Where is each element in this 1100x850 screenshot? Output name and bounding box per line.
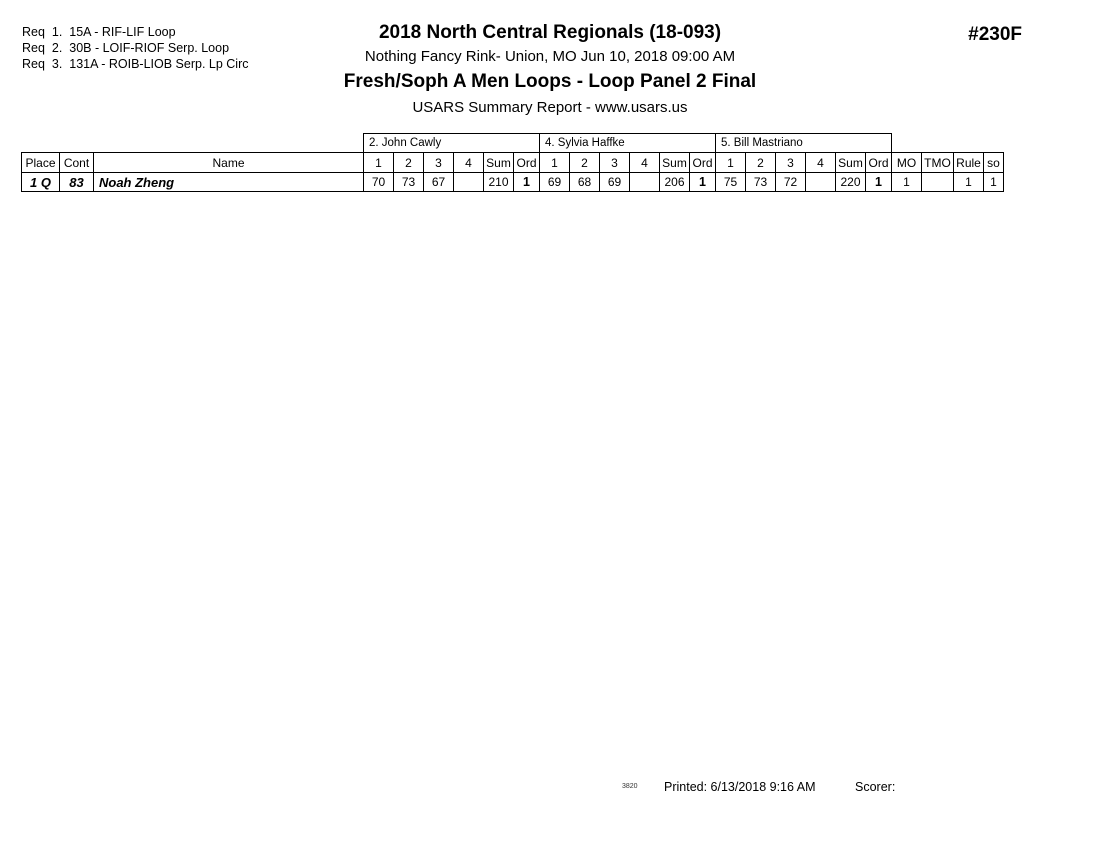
- cell-j3-s1: 75: [716, 173, 746, 192]
- col-j1-sum: Sum: [484, 153, 514, 173]
- report-subtitle: USARS Summary Report - www.usars.us: [412, 99, 688, 116]
- cell-j2-s1: 69: [540, 173, 570, 192]
- cell-name: Noah Zheng: [94, 173, 364, 192]
- event-title: Fresh/Soph A Men Loops - Loop Panel 2 Final: [343, 71, 757, 92]
- cell-rule: 1: [954, 173, 984, 192]
- cell-mo: 1: [892, 173, 922, 192]
- col-j2-s3: 3: [600, 153, 630, 173]
- cell-j1-s2: 73: [394, 173, 424, 192]
- cell-place: 1 Q: [22, 173, 60, 192]
- competition-title: 2018 North Central Regionals (18-093): [378, 22, 722, 43]
- cell-j1-s4: [454, 173, 484, 192]
- col-j3-s1: 1: [716, 153, 746, 173]
- col-j3-sum: Sum: [836, 153, 866, 173]
- cell-j1-ord: 1: [514, 173, 540, 192]
- col-j2-s4: 4: [630, 153, 660, 173]
- judge-label-3: 5. Bill Mastriano: [716, 134, 892, 153]
- footer-code: 3820: [622, 783, 638, 790]
- spacer-cell: [94, 134, 364, 153]
- venue-datetime: Nothing Fancy Rink- Union, MO Jun 10, 2018 09:00 AM: [364, 48, 736, 65]
- results-table: [21, 133, 1004, 192]
- report-header: [0, 22, 1100, 116]
- col-j3-ord: Ord: [866, 153, 892, 173]
- cell-j2-ord: 1: [690, 173, 716, 192]
- column-header-row: [22, 153, 1004, 173]
- col-j2-sum: Sum: [660, 153, 690, 173]
- requirement-line: Req 2. 30B - LOIF-RIOF Serp. Loop: [22, 41, 230, 55]
- event-number: #230F: [968, 24, 1022, 45]
- cell-j1-s3: 67: [424, 173, 454, 192]
- spacer-cell: [954, 134, 984, 153]
- table-row: [22, 173, 1004, 192]
- cell-j2-s4: [630, 173, 660, 192]
- requirement-line: Req 3. 131A - ROIB-LIOB Serp. Lp Circ: [22, 57, 249, 71]
- col-j2-ord: Ord: [690, 153, 716, 173]
- cell-j3-s2: 73: [746, 173, 776, 192]
- judge-label-1: 2. John Cawly: [364, 134, 540, 153]
- col-j1-s2: 2: [394, 153, 424, 173]
- spacer-cell: [984, 134, 1004, 153]
- col-j3-s2: 2: [746, 153, 776, 173]
- cell-j3-sum: 220: [836, 173, 866, 192]
- spacer-cell: [22, 134, 60, 153]
- col-j2-s2: 2: [570, 153, 600, 173]
- cell-j1-sum: 210: [484, 173, 514, 192]
- col-j3-s4: 4: [806, 153, 836, 173]
- cell-tmo: [922, 173, 954, 192]
- col-mo: MO: [892, 153, 922, 173]
- col-tmo: TMO: [922, 153, 954, 173]
- col-name: Name: [94, 153, 364, 173]
- col-j2-s1: 1: [540, 153, 570, 173]
- cell-j2-sum: 206: [660, 173, 690, 192]
- col-j1-ord: Ord: [514, 153, 540, 173]
- col-cont: Cont: [60, 153, 94, 173]
- col-j3-s3: 3: [776, 153, 806, 173]
- spacer-cell: [60, 134, 94, 153]
- cell-j1-s1: 70: [364, 173, 394, 192]
- cell-j3-ord: 1: [866, 173, 892, 192]
- col-j1-s1: 1: [364, 153, 394, 173]
- cell-j2-s2: 68: [570, 173, 600, 192]
- cell-cont: 83: [60, 173, 94, 192]
- col-so: so: [984, 153, 1004, 173]
- col-place: Place: [22, 153, 60, 173]
- spacer-cell: [892, 134, 922, 153]
- col-j1-s3: 3: [424, 153, 454, 173]
- col-rule: Rule: [954, 153, 984, 173]
- scorer-label: Scorer:: [855, 780, 896, 794]
- judge-header-row: [22, 134, 1004, 153]
- results-table-wrapper: [21, 133, 1004, 192]
- judge-label-2: 4. Sylvia Haffke: [540, 134, 716, 153]
- spacer-cell: [922, 134, 954, 153]
- requirement-line: Req 1. 15A - RIF-LIF Loop: [22, 25, 176, 39]
- cell-so: 1: [984, 173, 1004, 192]
- cell-j2-s3: 69: [600, 173, 630, 192]
- cell-j3-s4: [806, 173, 836, 192]
- col-j1-s4: 4: [454, 153, 484, 173]
- printed-timestamp: Printed: 6/13/2018 9:16 AM: [664, 780, 816, 794]
- cell-j3-s3: 72: [776, 173, 806, 192]
